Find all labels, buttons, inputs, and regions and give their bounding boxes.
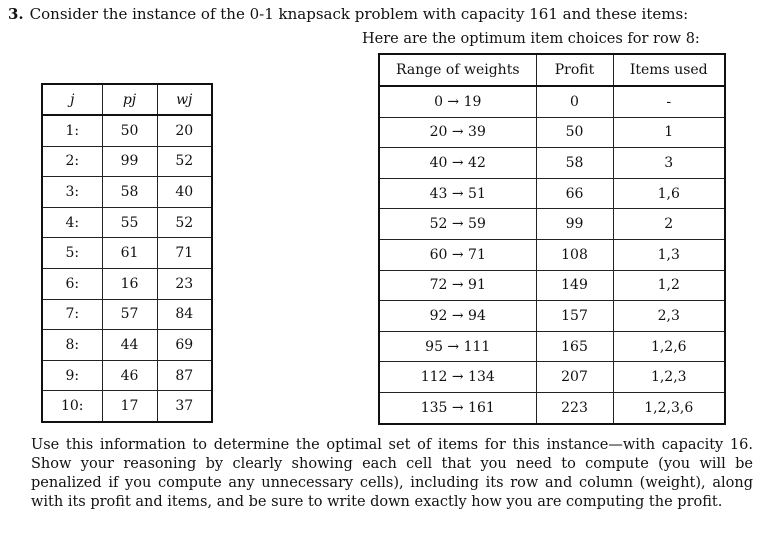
items-cell-profit: 46 (102, 360, 157, 391)
items-row (42, 268, 212, 299)
optimum-cell-range: 60 → 71 (379, 239, 536, 270)
optimum-cell-items-used: 1,2,3,6 (613, 392, 725, 423)
optimum-row (379, 362, 725, 393)
optimum-table-header-row (379, 54, 725, 86)
items-cell-profit: 44 (102, 330, 157, 361)
optimum-cell-range: 112 → 134 (379, 362, 536, 393)
items-row (42, 330, 212, 361)
items-cell-j: 7: (42, 299, 102, 330)
optimum-cell-range: 135 → 161 (379, 392, 536, 423)
items-cell-j: 9: (42, 360, 102, 391)
items-row (42, 177, 212, 208)
items-cell-profit: 57 (102, 299, 157, 330)
optimum-cell-profit: 58 (536, 148, 613, 179)
items-cell-j: 6: (42, 268, 102, 299)
items-cell-weight: 71 (157, 238, 212, 269)
items-cell-weight: 69 (157, 330, 212, 361)
optimum-row (379, 239, 725, 270)
items-row (42, 238, 212, 269)
optimum-cell-range: 43 → 51 (379, 178, 536, 209)
optimum-cell-profit: 50 (536, 117, 613, 148)
items-cell-weight: 87 (157, 360, 212, 391)
items-row (42, 360, 212, 391)
question-number: 3. (8, 5, 24, 23)
optimum-table-caption: Here are the optimum item choices for row 8: (362, 31, 700, 47)
items-cell-profit: 16 (102, 268, 157, 299)
optimum-table (378, 53, 726, 425)
optimum-row (379, 270, 725, 301)
items-cell-profit: 55 (102, 207, 157, 238)
items-cell-profit: 58 (102, 177, 157, 208)
optimum-row (379, 86, 725, 117)
header-items-used: Items used (613, 54, 725, 86)
optimum-cell-items-used: 1 (613, 117, 725, 148)
optimum-cell-profit: 207 (536, 362, 613, 393)
question-heading (8, 5, 688, 23)
optimum-cell-items-used: 2 (613, 209, 725, 240)
optimum-cell-items-used: 2,3 (613, 301, 725, 332)
optimum-cell-profit: 157 (536, 301, 613, 332)
items-row (42, 146, 212, 177)
optimum-row (379, 117, 725, 148)
optimum-cell-range: 52 → 59 (379, 209, 536, 240)
items-cell-profit: 50 (102, 115, 157, 146)
header-j: j (42, 84, 102, 115)
optimum-cell-items-used: 1,2,6 (613, 331, 725, 362)
items-cell-weight: 52 (157, 207, 212, 238)
items-row (42, 299, 212, 330)
items-cell-profit: 61 (102, 238, 157, 269)
items-cell-weight: 20 (157, 115, 212, 146)
items-row (42, 391, 212, 422)
optimum-cell-items-used: 1,6 (613, 178, 725, 209)
items-cell-profit: 17 (102, 391, 157, 422)
items-row (42, 115, 212, 146)
optimum-row (379, 392, 725, 423)
items-cell-j: 4: (42, 207, 102, 238)
items-cell-j: 10: (42, 391, 102, 422)
optimum-cell-range: 0 → 19 (379, 86, 536, 117)
optimum-row (379, 178, 725, 209)
optimum-cell-range: 40 → 42 (379, 148, 536, 179)
optimum-row (379, 148, 725, 179)
optimum-cell-profit: 0 (536, 86, 613, 117)
header-range: Range of weights (379, 54, 536, 86)
optimum-cell-profit: 108 (536, 239, 613, 270)
items-cell-weight: 37 (157, 391, 212, 422)
items-table-header-row (42, 84, 212, 115)
items-cell-profit: 99 (102, 146, 157, 177)
optimum-cell-range: 72 → 91 (379, 270, 536, 301)
optimum-cell-profit: 66 (536, 178, 613, 209)
items-row (42, 207, 212, 238)
optimum-cell-profit: 99 (536, 209, 613, 240)
instructions-paragraph: Use this information to determine the optimal set of items for this instance—with capacity 16. Show your reasoning by clearly showing each cell that you need to compute (you will be penalized if you compute any unnecessary cells), including its row and column (weight), along with its profit and items, and be sure to write down exactly how you are computing the profit. (31, 437, 753, 510)
items-cell-j: 8: (42, 330, 102, 361)
items-cell-weight: 84 (157, 299, 212, 330)
items-cell-j: 3: (42, 177, 102, 208)
items-cell-weight: 23 (157, 268, 212, 299)
optimum-cell-items-used: - (613, 86, 725, 117)
optimum-row (379, 331, 725, 362)
items-cell-weight: 52 (157, 146, 212, 177)
optimum-cell-range: 20 → 39 (379, 117, 536, 148)
items-cell-j: 1: (42, 115, 102, 146)
optimum-cell-items-used: 3 (613, 148, 725, 179)
optimum-cell-range: 92 → 94 (379, 301, 536, 332)
items-cell-j: 5: (42, 238, 102, 269)
items-cell-weight: 40 (157, 177, 212, 208)
optimum-cell-items-used: 1,2 (613, 270, 725, 301)
header-profit: Profit (536, 54, 613, 86)
question-text: Consider the instance of the 0-1 knapsack problem with capacity 161 and these items: (29, 5, 689, 23)
optimum-cell-profit: 165 (536, 331, 613, 362)
optimum-cell-range: 95 → 111 (379, 331, 536, 362)
optimum-cell-profit: 149 (536, 270, 613, 301)
header-pj: pj (102, 84, 157, 115)
optimum-cell-items-used: 1,2,3 (613, 362, 725, 393)
header-wj: wj (157, 84, 212, 115)
items-cell-j: 2: (42, 146, 102, 177)
optimum-cell-items-used: 1,3 (613, 239, 725, 270)
items-table (41, 83, 213, 423)
optimum-row (379, 209, 725, 240)
optimum-row (379, 301, 725, 332)
optimum-cell-profit: 223 (536, 392, 613, 423)
